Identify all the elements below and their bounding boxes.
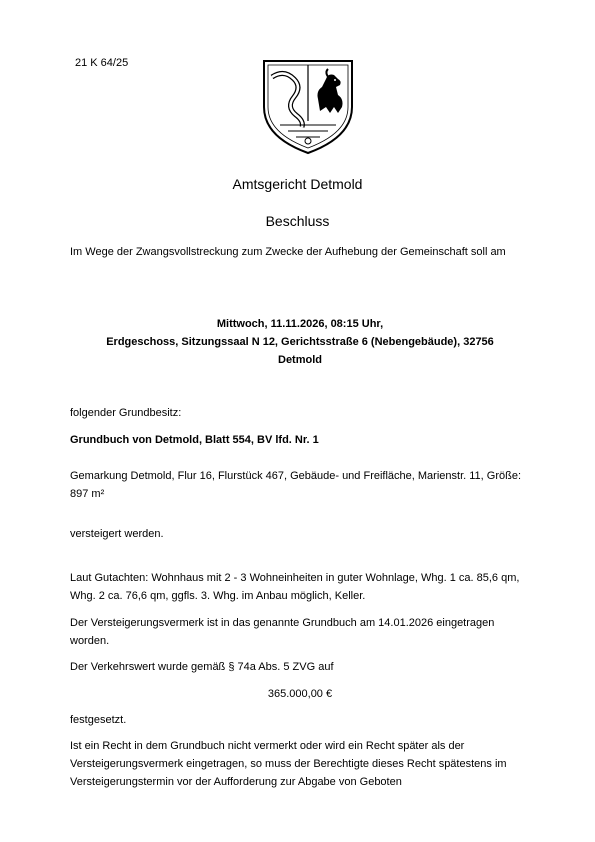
auction-location: Erdgeschoss, Sitzungssaal N 12, Gerichtsstraße 6 (Nebengebäude), 32756 — [106, 336, 494, 348]
registration-note: Der Versteigerungsvermerk ist in das genannte Grundbuch am 14.01.2026 eingetragen worden. — [70, 617, 495, 647]
court-name: Amtsgericht Detmold — [232, 176, 363, 192]
rights-note: Ist ein Recht in dem Grundbuch nicht vermerkt oder wird ein Recht später als der Versteigerungsvermerk eingetragen, so muss der Berechtigte dieses Recht spätestens im Versteigerungstermin vor der Aufforderung zur Abgabe von Geboten — [70, 740, 507, 788]
auction-location-city: Detmold — [278, 354, 322, 366]
market-value: 365.000,00 € — [267, 688, 333, 700]
parcel-description: Gemarkung Detmold, Flur 16, Flurstück 467, Gebäude- und Freifläche, Marienstr. 11, Größe: 897 m² — [70, 470, 521, 500]
file-number: 21 K 64/25 — [75, 57, 129, 69]
appraisal-text: Laut Gutachten: Wohnhaus mit 2 - 3 Wohneinheiten in guter Wohnlage, Whg. 1 ca. 85,6 qm, Whg. 2 ca. 76,6 qm, ggfls. 3. Whg. im Anbau möglich, Keller. — [70, 572, 520, 602]
value-outro: festgesetzt. — [70, 714, 127, 726]
land-register: Grundbuch von Detmold, Blatt 554, BV lfd. Nr. 1 — [70, 434, 319, 446]
auction-date: Mittwoch, 11.11.2026, 08:15 Uhr, — [216, 318, 384, 330]
document-title: Beschluss — [265, 213, 330, 229]
intro-text: Im Wege der Zwangsvollstreckung zum Zwecke der Aufhebung der Gemeinschaft soll am — [70, 246, 506, 258]
auction-phrase: versteigert werden. — [70, 528, 164, 540]
property-intro: folgender Grundbesitz: — [70, 407, 182, 419]
coat-of-arms-logo — [258, 55, 358, 155]
value-intro: Der Verkehrswert wurde gemäß § 74a Abs. 5 ZVG auf — [70, 661, 334, 673]
